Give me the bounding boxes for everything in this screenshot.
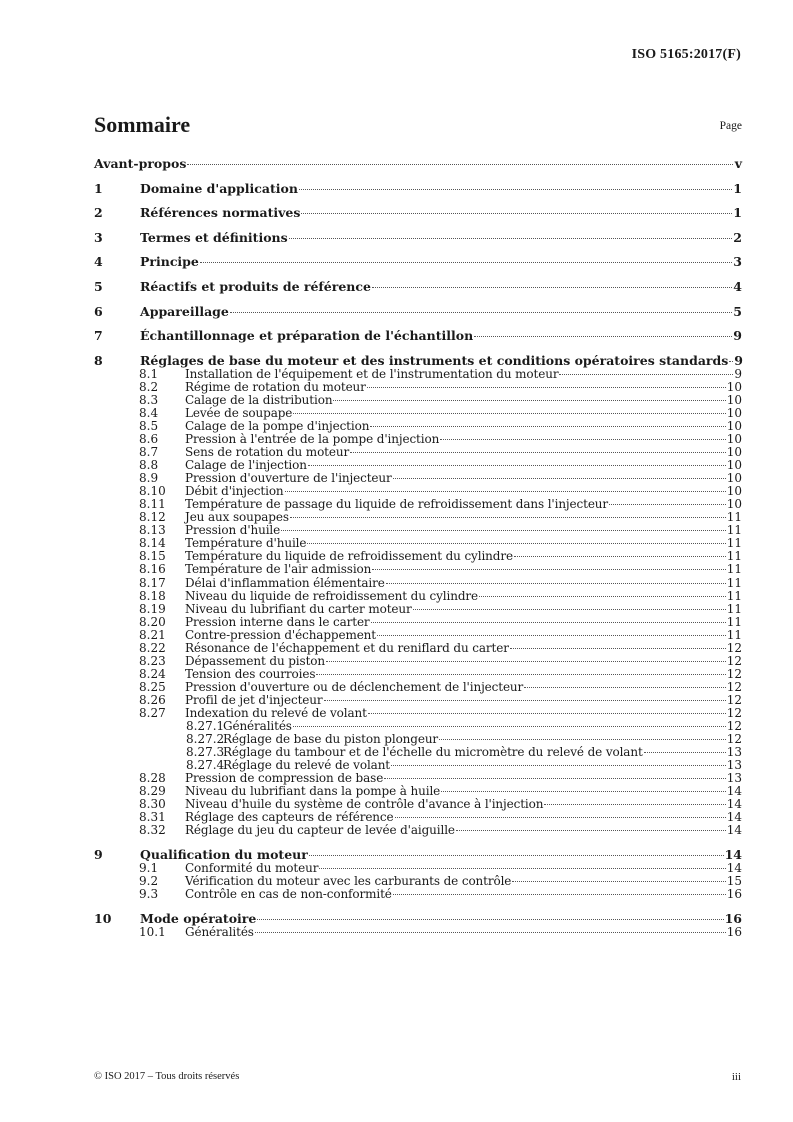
- toc-entry-page: 9: [734, 366, 742, 381]
- toc-entry-page: 10: [726, 458, 742, 473]
- dot-leader: [257, 919, 723, 920]
- page-number: iii: [731, 1071, 741, 1083]
- toc-entry-title: Conformité du moteur: [185, 861, 319, 876]
- toc-entry-title: Régime de rotation du moteur: [185, 379, 366, 394]
- toc-entry-title: Réactifs et produits de référence: [140, 278, 371, 294]
- toc-entry-page: 9: [733, 328, 742, 344]
- toc-entry[interactable]: [94, 848, 742, 862]
- toc-entry-title: Pression de compression de base: [185, 771, 384, 786]
- toc-entry[interactable]: [94, 231, 742, 245]
- dot-leader: [230, 312, 732, 313]
- dot-leader: [293, 726, 726, 727]
- toc-entry-number: 1: [94, 180, 103, 196]
- toc-entry[interactable]: [94, 668, 742, 681]
- toc-entry-title: Profil de jet d'injecteur: [185, 692, 323, 707]
- toc-entry-page: 16: [726, 924, 742, 939]
- dot-leader: [200, 262, 732, 263]
- dot-leader: [187, 164, 733, 165]
- toc-entry[interactable]: [94, 381, 742, 394]
- document-id: ISO 5165:2017(F): [631, 47, 741, 62]
- toc-entry-page: 13: [726, 771, 742, 786]
- toc-entry-number: 8.26: [139, 692, 166, 707]
- dot-leader: [524, 687, 726, 688]
- toc-entry-title: Généralités: [223, 719, 292, 734]
- toc-entry-title: Niveau du liquide de refroidissement du cylindre: [185, 588, 479, 603]
- toc-entry-number: 8.27.1: [186, 719, 225, 734]
- toc-entry-number: 9: [94, 847, 103, 863]
- toc-entry-number: 8.9: [139, 471, 159, 486]
- toc-entry-number: 8.27.2: [186, 732, 225, 747]
- toc-entry-page: 11: [726, 523, 742, 538]
- toc-entry-page: 1: [733, 205, 742, 221]
- toc-entry[interactable]: [94, 280, 742, 294]
- toc-entry-number: 8.30: [139, 797, 166, 812]
- dot-leader: [395, 817, 726, 818]
- dot-leader: [255, 932, 726, 933]
- toc-entry-title: Installation de l'équipement et de l'instrumentation du moteur: [185, 366, 559, 381]
- toc-entry[interactable]: [94, 590, 742, 603]
- toc-entry-number: 8.31: [139, 810, 166, 825]
- toc-entry[interactable]: [94, 407, 742, 420]
- toc-entry-title: Réglage du jeu du capteur de levée d'aiguille: [185, 823, 455, 838]
- dot-leader: [514, 556, 726, 557]
- dot-leader: [350, 452, 726, 453]
- toc-entry-title: Pression d'ouverture de l'injecteur: [185, 471, 392, 486]
- toc-entry[interactable]: [94, 824, 742, 837]
- dot-leader: [370, 426, 725, 427]
- toc-entry-page: 12: [726, 653, 742, 668]
- dot-leader: [368, 713, 726, 714]
- dot-leader: [371, 622, 726, 623]
- toc-entry-title: Niveau d'huile du système de contrôle d'avance à l'injection: [185, 797, 544, 812]
- toc-entry-page: 14: [726, 797, 742, 812]
- dot-leader: [393, 894, 726, 895]
- toc-entry-page: 4: [733, 278, 742, 294]
- toc-entry-number: 8.8: [139, 458, 159, 473]
- toc-entry-number: 8.5: [139, 418, 159, 433]
- toc-entry-number: 8.12: [139, 510, 166, 525]
- toc-entry-number: 8.2: [139, 379, 159, 394]
- toc-entry-title: Mode opératoire: [140, 910, 257, 926]
- toc-entry-page: 12: [726, 679, 742, 694]
- dot-leader: [309, 855, 724, 856]
- dot-leader: [391, 765, 726, 766]
- toc-entry[interactable]: [94, 368, 742, 381]
- toc-entry-title: Termes et définitions: [140, 229, 288, 245]
- toc-entry[interactable]: [94, 888, 742, 901]
- toc-entry-number: 8.24: [139, 666, 166, 681]
- page-column-label: Page: [719, 120, 742, 132]
- toc-entry-number: 8.18: [139, 588, 166, 603]
- toc-entry-title: Pression d'huile: [185, 523, 281, 538]
- toc-entry-number: 9.1: [139, 861, 159, 876]
- toc-entry-page: 11: [726, 601, 742, 616]
- toc-entry-number: 3: [94, 229, 103, 245]
- toc-entry-number: 8.27.3: [186, 745, 225, 760]
- toc-entry-number: 8.25: [139, 679, 166, 694]
- toc-entry-page: 3: [733, 254, 742, 270]
- dot-leader: [377, 635, 726, 636]
- toc-entry-title: Pression à l'entrée de la pompe d'injection: [185, 431, 440, 446]
- toc-entry[interactable]: [94, 329, 742, 343]
- toc-entry-title: Réglage de base du piston plongeur: [223, 732, 439, 747]
- toc-entry-number: 8.14: [139, 536, 166, 551]
- toc-entry[interactable]: [94, 394, 742, 407]
- toc-entry[interactable]: [94, 206, 742, 220]
- toc-entry-page: 14: [726, 861, 742, 876]
- toc-entry-title: Qualification du moteur: [140, 847, 308, 863]
- toc-entry-page: 14: [726, 810, 742, 825]
- toc-entry-number: 6: [94, 303, 103, 319]
- toc-entry-title: Domaine d'application: [140, 180, 298, 196]
- toc-entry-page: 10: [726, 431, 742, 446]
- toc-entry-page: 14: [726, 823, 742, 838]
- toc-entry[interactable]: [94, 563, 742, 576]
- dot-leader: [512, 881, 725, 882]
- dot-leader: [372, 287, 732, 288]
- toc-entry-page: 11: [726, 575, 742, 590]
- toc-entry-number: 8.4: [139, 405, 159, 420]
- toc-entry-page: 10: [726, 497, 742, 512]
- toc-entry-page: 13: [726, 758, 742, 773]
- toc-entry-title: Température du liquide de refroidissement du cylindre: [185, 549, 513, 564]
- dot-leader: [441, 791, 726, 792]
- toc-entry-number: 8.27.4: [186, 758, 225, 773]
- toc-entry-title: Sens de rotation du moteur: [185, 445, 350, 460]
- toc-entry-title: Calage de l'injection: [185, 458, 307, 473]
- toc-entry-title: Pression interne dans le carter: [185, 614, 370, 629]
- dot-leader: [474, 336, 732, 337]
- toc-entry-title: Appareillage: [140, 303, 229, 319]
- toc-entry-number: 9.3: [139, 887, 159, 902]
- toc-entry-number: 8.11: [139, 497, 166, 512]
- toc-entry[interactable]: [94, 616, 742, 629]
- dot-leader: [440, 439, 726, 440]
- dot-leader: [307, 543, 725, 544]
- dot-leader: [456, 830, 726, 831]
- toc-entry-number: 8.32: [139, 823, 166, 838]
- toc-entry[interactable]: [94, 603, 742, 616]
- toc-entry-page: 10: [726, 445, 742, 460]
- toc-entry-page: 16: [724, 910, 742, 926]
- dot-leader: [301, 213, 732, 214]
- toc-entry-number: 8.1: [139, 366, 159, 381]
- dot-leader: [324, 700, 726, 701]
- dot-leader: [326, 661, 726, 662]
- dot-leader: [559, 374, 733, 375]
- toc-entry-page: 11: [726, 536, 742, 551]
- toc-entry-page: 16: [726, 887, 742, 902]
- toc-entry-number: 7: [94, 328, 103, 344]
- toc-entry-page: 9: [734, 352, 743, 368]
- toc-entry[interactable]: [94, 926, 742, 939]
- table-of-contents: [94, 157, 742, 939]
- toc-entry-number: 8.15: [139, 549, 166, 564]
- toc-entry-title: Réglage des capteurs de référence: [185, 810, 394, 825]
- toc-entry-title: Principe: [140, 254, 199, 270]
- dot-leader: [439, 739, 726, 740]
- toc-entry-number: 8.28: [139, 771, 166, 786]
- toc-entry-page: 11: [726, 627, 742, 642]
- toc-entry-page: 12: [726, 692, 742, 707]
- dot-leader: [609, 504, 726, 505]
- toc-entry-number: 8.23: [139, 653, 166, 668]
- toc-entry-title: Avant-propos: [94, 156, 187, 171]
- toc-entry-page: 12: [726, 666, 742, 681]
- toc-entry-number: 8.20: [139, 614, 166, 629]
- toc-entry-number: 8.13: [139, 523, 166, 538]
- toc-entry-title: Références normatives: [140, 205, 301, 221]
- toc-entry-title: Tension des courroies: [185, 666, 316, 681]
- toc-entry-number: 10: [94, 910, 112, 926]
- toc-entry-page: 14: [724, 847, 742, 863]
- toc-entry-title: Jeu aux soupapes: [185, 510, 289, 525]
- toc-entry-page: 11: [726, 510, 742, 525]
- toc-entry-title: Niveau du lubrifiant du carter moteur: [185, 601, 412, 616]
- toc-entry-page: 11: [726, 588, 742, 603]
- dot-leader: [293, 413, 725, 414]
- toc-entry-page: 13: [726, 745, 742, 760]
- toc-entry[interactable]: [94, 912, 742, 926]
- toc-entry-number: 8.6: [139, 431, 159, 446]
- toc-entry-title: Réglage du tambour et de l'échelle du micromètre du relevé de volant: [223, 745, 643, 760]
- toc-entry-title: Échantillonnage et préparation de l'échantillon: [140, 328, 474, 344]
- dot-leader: [285, 491, 726, 492]
- toc-entry-title: Température de l'air admission: [185, 562, 372, 577]
- toc-entry-number: 4: [94, 254, 103, 270]
- toc-entry-page: 2: [733, 229, 742, 245]
- toc-entry-page: 10: [726, 484, 742, 499]
- dot-leader: [393, 478, 726, 479]
- toc-entry-title: Vérification du moteur avec les carburants de contrôle: [185, 874, 512, 889]
- toc-entry-number: 10.1: [139, 924, 166, 939]
- toc-entry[interactable]: [94, 182, 742, 196]
- toc-entry-page: 11: [726, 614, 742, 629]
- dot-leader: [281, 530, 726, 531]
- toc-entry-title: Dépassement du piston: [185, 653, 325, 668]
- toc-entry-number: 8.21: [139, 627, 166, 642]
- dot-leader: [333, 400, 725, 401]
- toc-entry-page: 10: [726, 392, 742, 407]
- toc-entry[interactable]: [94, 694, 742, 707]
- dot-leader: [544, 804, 725, 805]
- dot-leader: [299, 189, 732, 190]
- toc-entry[interactable]: [94, 655, 742, 668]
- toc-entry[interactable]: [94, 157, 742, 171]
- toc-entry-title: Niveau du lubrifiant dans la pompe à huile: [185, 784, 441, 799]
- toc-entry-title: Indexation du relevé de volant: [185, 705, 367, 720]
- toc-entry-title: Contre-pression d'échappement: [185, 627, 376, 642]
- toc-entry-page: 12: [726, 705, 742, 720]
- toc-entry-page: 10: [726, 418, 742, 433]
- dot-leader: [729, 361, 733, 362]
- toc-entry-page: 5: [733, 303, 742, 319]
- toc-entry-number: 8.27: [139, 705, 166, 720]
- toc-entry-number: 8.29: [139, 784, 166, 799]
- dot-leader: [644, 752, 726, 753]
- toc-entry-title: Température d'huile: [185, 536, 307, 551]
- toc-entry-title: Délai d'inflammation élémentaire: [185, 575, 385, 590]
- dot-leader: [413, 609, 726, 610]
- toc-entry-title: Débit d'injection: [185, 484, 284, 499]
- toc-entry-title: Généralités: [185, 924, 254, 939]
- toc-entry-title: Contrôle en cas de non-conformité: [185, 887, 392, 902]
- dot-leader: [289, 238, 733, 239]
- toc-entry[interactable]: [94, 305, 742, 319]
- toc-entry-number: 8.7: [139, 445, 159, 460]
- dot-leader: [316, 674, 725, 675]
- dot-leader: [290, 517, 726, 518]
- toc-entry-page: 12: [726, 640, 742, 655]
- toc-entry[interactable]: [94, 642, 742, 655]
- toc-entry-title: Levée de soupape: [185, 405, 293, 420]
- toc-entry-title: Température de passage du liquide de refroidissement dans l'injecteur: [185, 497, 609, 512]
- toc-entry-title: Réglages de base du moteur et des instruments et conditions opératoires standards: [140, 352, 729, 368]
- toc-entry[interactable]: [94, 629, 742, 642]
- toc-entry-number: 9.2: [139, 874, 159, 889]
- toc-entry-number: 8.19: [139, 601, 166, 616]
- toc-entry-page: v: [734, 156, 742, 171]
- toc-entry-page: 11: [726, 549, 742, 564]
- copyright-notice: © ISO 2017 – Tous droits réservés: [94, 1071, 240, 1082]
- toc-entry-number: 5: [94, 278, 103, 294]
- toc-entry-page: 10: [726, 379, 742, 394]
- dot-leader: [308, 465, 726, 466]
- toc-entry-page: 10: [726, 405, 742, 420]
- toc-entry-title: Résonance de l'échappement et du reniflard du carter: [185, 640, 509, 655]
- toc-entry-number: 2: [94, 205, 103, 221]
- toc-entry-title: Pression d'ouverture ou de déclenchement de l'injecteur: [185, 679, 524, 694]
- toc-entry-page: 1: [733, 180, 742, 196]
- toc-entry[interactable]: [94, 681, 742, 694]
- toc-entry-title: Calage de la pompe d'injection: [185, 418, 370, 433]
- toc-entry-page: 12: [726, 732, 742, 747]
- toc-entry-title: Calage de la distribution: [185, 392, 333, 407]
- toc-entry-number: 8.22: [139, 640, 166, 655]
- toc-entry[interactable]: [94, 354, 742, 368]
- dot-leader: [319, 868, 725, 869]
- toc-entry-page: 12: [726, 719, 742, 734]
- toc-entry-title: Réglage du relevé de volant: [223, 758, 391, 773]
- dot-leader: [367, 387, 726, 388]
- dot-leader: [479, 596, 726, 597]
- page-title: Sommaire: [94, 112, 191, 137]
- toc-entry-number: 8: [94, 352, 103, 368]
- dot-leader: [372, 569, 725, 570]
- toc-entry-page: 15: [726, 874, 742, 889]
- toc-entry-number: 8.16: [139, 562, 166, 577]
- dot-leader: [384, 778, 726, 779]
- toc-entry-number: 8.3: [139, 392, 159, 407]
- toc-entry-page: 14: [726, 784, 742, 799]
- toc-entry[interactable]: [94, 255, 742, 269]
- toc-entry-number: 8.17: [139, 575, 166, 590]
- dot-leader: [510, 648, 726, 649]
- toc-entry-page: 10: [726, 471, 742, 486]
- toc-entry[interactable]: [94, 577, 742, 590]
- toc-entry-number: 8.10: [139, 484, 166, 499]
- toc-entry-page: 11: [726, 562, 742, 577]
- dot-leader: [386, 583, 726, 584]
